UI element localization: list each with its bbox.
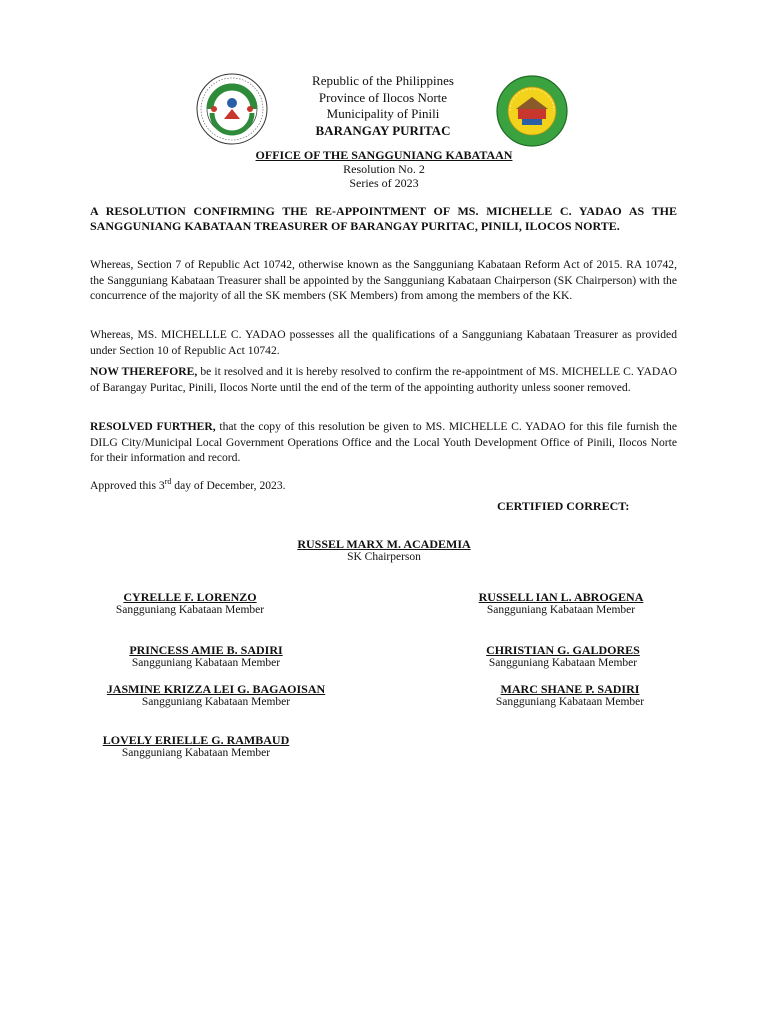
- signatory-role: Sangguniang Kabataan Member: [486, 604, 636, 616]
- approval-date: [90, 474, 677, 493]
- now-therefore-text: be it resolved and it is hereby resolved to confirm the re-appointment of MS. MICHELLE C. YADAO of Barangay Puritac, Pinili, Ilocos Norte until the end of the term of the appointing authority unless sooner removed.: [90, 365, 677, 394]
- signatory-role: Sangguniang Kabataan Member: [495, 696, 645, 708]
- approval-ordinal: rd: [164, 477, 172, 486]
- approval-pre: Approved this 3: [90, 478, 165, 492]
- signatory-role: Sangguniang Kabataan Member: [121, 747, 271, 759]
- letterhead: [260, 73, 506, 139]
- signatory-role: Sangguniang Kabataan Member: [115, 604, 265, 616]
- barangay-puritac-seal: [496, 75, 568, 147]
- signatory-member: [40, 591, 340, 617]
- signatory-name: CYRELLE F. LORENZO: [123, 590, 257, 604]
- signatory-name: RUSSELL IAN L. ABROGENA: [478, 590, 644, 604]
- signatory-role: SK Chairperson: [347, 551, 421, 563]
- resolved-further-text: that the copy of this resolution be given to MS. MICHELLE C. YADAO for this file furnish the DILG City/Municipal Local Government Operations Office and the Local Youth Development Office of Pinili, Ilocos Norte for their information and record.: [90, 420, 677, 464]
- resolution-number: Resolution No. 2: [343, 162, 425, 176]
- signatory-chair: [234, 538, 534, 564]
- office-title: OFFICE OF THE SANGGUNIANG KABATAAN: [255, 148, 513, 162]
- signatory-member: [420, 683, 720, 709]
- resolution-series: Series of 2023: [349, 176, 419, 190]
- barangay-line: BARANGAY PURITAC: [315, 122, 451, 138]
- country-line: Republic of the Philippines: [312, 73, 454, 88]
- sangguniang-kabataan-seal: [196, 73, 268, 145]
- now-therefore-paragraph: [90, 364, 677, 395]
- signatory-role: Sangguniang Kabataan Member: [488, 657, 638, 669]
- municipality-line: Municipality of Pinili: [326, 106, 440, 121]
- signatory-member: [413, 644, 713, 670]
- signatory-role: Sangguniang Kabataan Member: [131, 657, 281, 669]
- now-therefore-lead: NOW THEREFORE,: [90, 365, 198, 378]
- province-line: Province of Ilocos Norte: [318, 89, 448, 105]
- signatory-role: Sangguniang Kabataan Member: [141, 696, 291, 708]
- approval-post: day of December, 2023.: [171, 478, 286, 492]
- signatory-member: [66, 683, 366, 709]
- signatory-member: [411, 591, 711, 617]
- resolved-further-lead: RESOLVED FURTHER,: [90, 420, 216, 433]
- resolved-further-paragraph: [90, 419, 677, 466]
- signatory-member: [56, 644, 356, 670]
- certified-correct-label: CERTIFIED CORRECT:: [497, 499, 630, 513]
- office-heading: [0, 148, 768, 190]
- signatory-name: RUSSEL MARX M. ACADEMIA: [297, 537, 471, 551]
- signatory-name: PRINCESS AMIE B. SADIRI: [129, 643, 283, 657]
- whereas-paragraph-2: Whereas, MS. MICHELLLE C. YADAO possesses all the qualifications of a Sangguniang Kabataan Treasurer as provided under Section 10 of Republic Act 10742.: [90, 328, 677, 357]
- whereas-paragraph-1: Whereas, Section 7 of Republic Act 10742, otherwise known as the Sangguniang Kabataan Reform Act of 2015. RA 10742, the Sangguniang Kabataan Treasurer shall be appointed by the Sangguniang Kabataan Chairperson (SK Chairperson) with the concurrence of the majority of all the SK members (SK Members) from among the members of the KK.: [90, 258, 677, 302]
- signatory-member: [46, 734, 346, 760]
- signatory-name: LOVELY ERIELLE G. RAMBAUD: [102, 733, 290, 747]
- signatory-name: JASMINE KRIZZA LEI G. BAGAOISAN: [106, 682, 326, 696]
- resolution-title: A RESOLUTION CONFIRMING THE RE-APPOINTMENT OF MS. MICHELLE C. YADAO AS THE SANGGUNIANG KABATAAN TREASURER OF BARANGAY PURITAC, PINILI, ILOCOS NORTE.: [90, 204, 677, 233]
- signatory-name: CHRISTIAN G. GALDORES: [486, 643, 640, 657]
- signatory-name: MARC SHANE P. SADIRI: [500, 682, 640, 696]
